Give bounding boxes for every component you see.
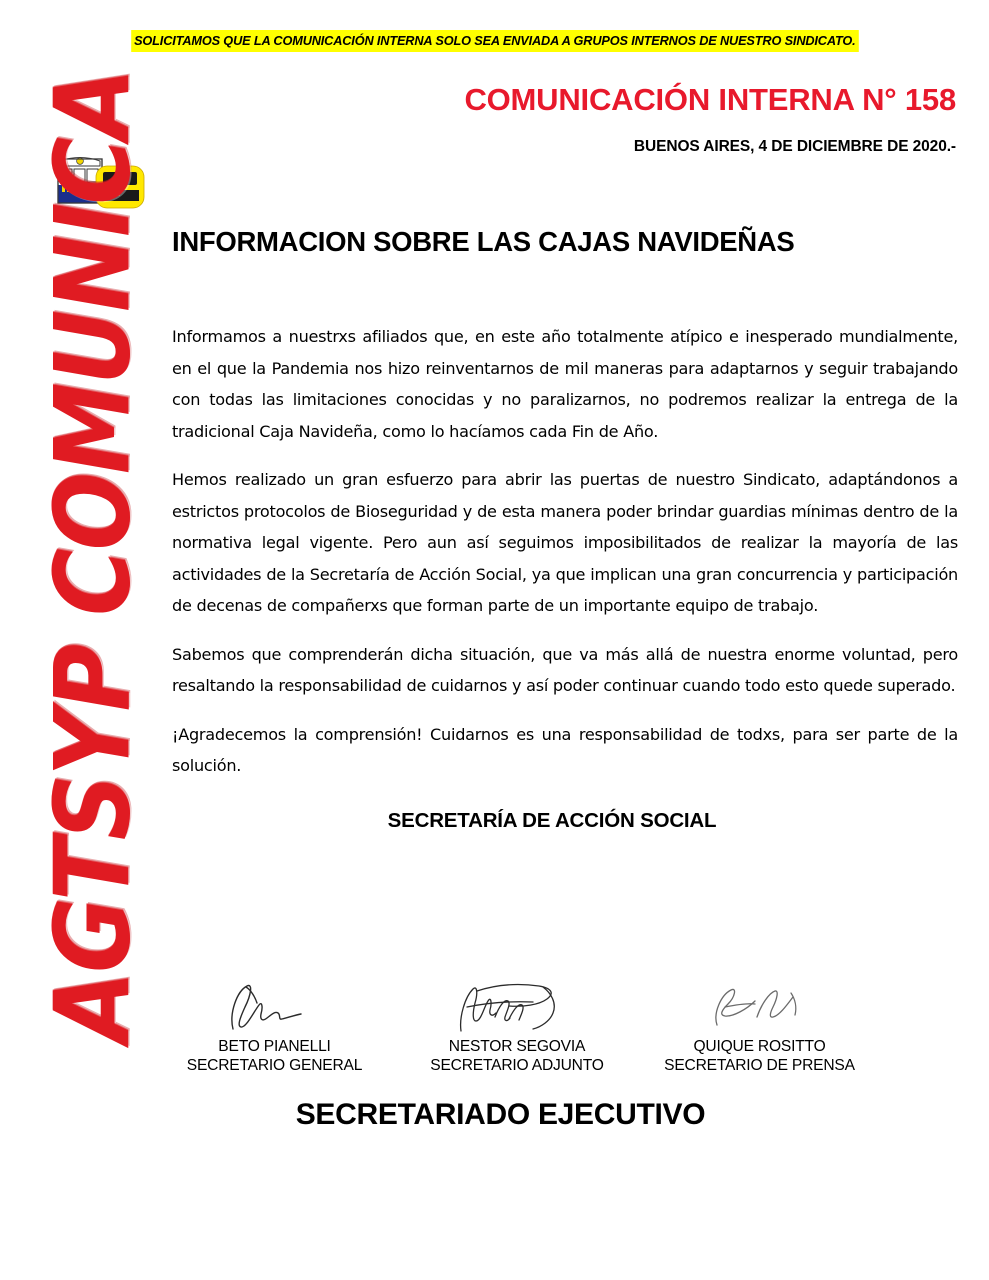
signer-role: SECRETARIO ADJUNTO [430,1057,604,1074]
signer-name: QUIQUE ROSITTO [693,1038,826,1055]
place-and-date: BUENOS AIRES, 4 DE DICIEMBRE DE 2020.- [633,138,956,155]
internal-notice-text: SOLICITAMOS QUE LA COMUNICACIÓN INTERNA SOLO SEA ENVIADA A GRUPOS INTERNOS DE NUESTRO SINDICATO. [131,30,858,52]
subway-and-bus-icon [56,152,146,210]
signer-name: NESTOR SEGOVIA [448,1038,586,1055]
signer-role: SECRETARIO GENERAL [186,1057,363,1074]
document-number-heading: COMUNICACIÓN INTERNA N° 158 [464,82,956,117]
signature-icon [657,975,862,1037]
body-paragraph: ¡Agradecemos la comprensión! Cuidarnos es una responsabilidad de todxs, para ser parte de la solución. [172,724,958,775]
signature-block [657,975,862,1075]
signature-block-row [172,975,862,1075]
vertical-brand-text: AGTSYP COMUNICA [33,69,154,1043]
signature-icon [172,975,377,1037]
signature-block [172,975,377,1075]
signature-block [415,975,620,1075]
page-title: INFORMACION SOBRE LAS CAJAS NAVIDEÑAS [172,226,795,257]
signature-icon [415,975,620,1037]
signer-role: SECRETARIO DE PRENSA [664,1057,855,1074]
internal-notice-banner [0,30,989,52]
body-paragraph: Hemos realizado un gran esfuerzo para abrir las puertas de nuestro Sindicato, adaptándonos a estrictos protocolos de Bioseguridad y de esta manera poder brindar guardias mínimas dentro de la normativa legal vigente. Pero aun así seguimos imposibilitados de realizar la mayoría de las actividades de la Secretaría de Acción Social, ya que implican una gran concurrencia y participación de decenas de compañerxs que forman parte de un importante equipo de trabajo. [172,470,958,615]
executive-board-heading: SECRETARIADO EJECUTIVO [295,1098,706,1131]
body-paragraph: Informamos a nuestrxs afiliados que, en este año totalmente atípico e inesperado mundialmente, en el que la Pandemia nos hizo reinventarnos de mil maneras para adaptarnos y seguir trabajando con todas las limitaciones conocidas y no paralizarnos, no podremos realizar la entrega de la tradicional Caja Navideña, como lo hacíamos cada Fin de Año. [172,327,958,441]
issuing-department-heading: SECRETARÍA DE ACCIÓN SOCIAL [387,808,717,832]
document-body [172,225,958,833]
signer-name: BETO PIANELLI [218,1038,331,1055]
vertical-brand-wordmark [33,69,154,1043]
body-paragraph: Sabemos que comprenderán dicha situación, que va más allá de nuestra enorme voluntad, pero resaltando la responsabilidad de cuidarnos y así poder continuar cuando todo esto quede superado. [172,644,958,695]
